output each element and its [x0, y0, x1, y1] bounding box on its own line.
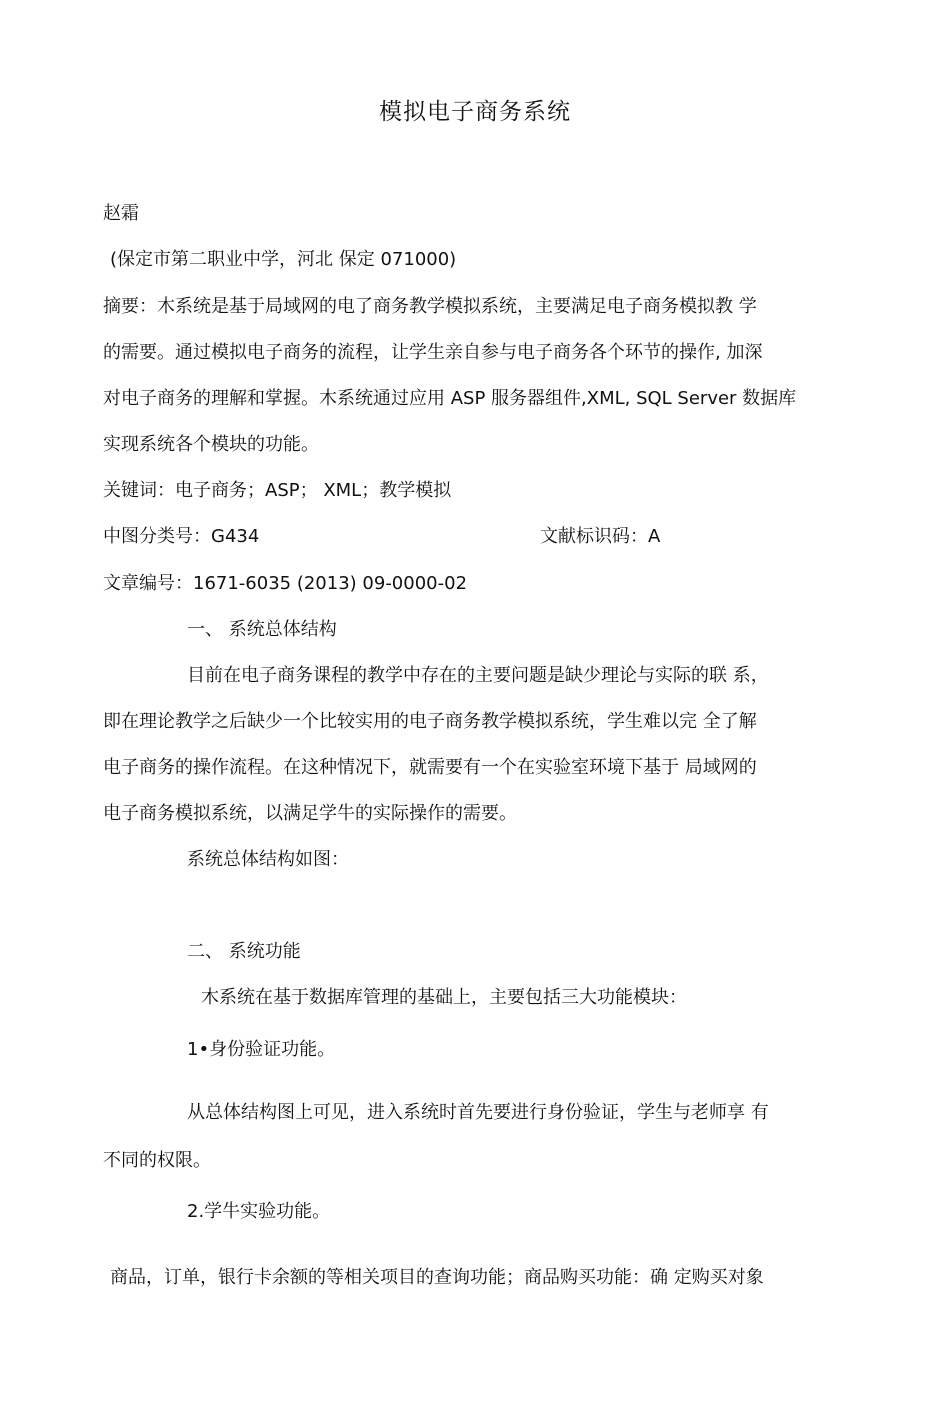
abstract-line: 的需要。通过模拟电子商务的流程，让学生亲自参与电子商务各个环节的操作, 加深: [103, 342, 763, 363]
paragraph-line: 电子商务的操作流程。在这种情况下，就需要有一个在实验室环境下基于 局域网的: [103, 757, 757, 778]
section-1-heading: 一、 系统总体结构: [187, 619, 337, 640]
article-number: 文章编号：1671-6035 (2013) 09-0000-02: [103, 573, 468, 594]
keywords: 关键词：电子商务；ASP； XML；教学模拟: [103, 480, 452, 501]
item-2-title: 2.学牛实验功能。: [187, 1201, 331, 1222]
classification-number: 中图分类号：G434: [103, 526, 260, 547]
affiliation: (保定市第二职业中学，河北 保定 071000): [110, 249, 457, 270]
section-2-heading: 二、 系统功能: [187, 941, 301, 962]
paragraph-line: 不同的权限。: [103, 1150, 211, 1171]
figure-note: 系统总体结构如图：: [187, 849, 349, 870]
paragraph-line: 即在理论教学之后缺少一个比较实用的电子商务教学模拟系统，学生难以完 全了解: [103, 711, 757, 732]
paragraph-line: 目前在电子商务课程的教学中存在的主要问题是缺少理论与实际的联 系，: [187, 665, 769, 686]
paragraph-line: 从总体结构图上可见，进入系统时首先要进行身份验证，学生与老师享 有: [187, 1102, 769, 1123]
author-name: 赵霜: [103, 203, 139, 224]
abstract-line: 对电子商务的理解和掌握。木系统通过应用 ASP 服务器组件,XML, SQL Server 数据库: [103, 388, 797, 409]
paragraph-line: 商品，订单，银行卡余额的等相关项目的查询功能；商品购买功能：确 定购买对象: [110, 1267, 764, 1288]
classification-line: [103, 524, 848, 550]
document-code: 文献标识码：A: [540, 526, 661, 547]
section-2-intro: 木系统在基于数据库管理的基础上，主要包括三大功能模块：: [201, 987, 687, 1008]
paragraph-line: 电子商务模拟系统，以满足学牛的实际操作的需要。: [103, 803, 517, 824]
item-1-title: 1•身份验证功能。: [187, 1039, 336, 1060]
abstract-line: 摘要：木系统是基于局域网的电了商务教学模拟系统，主要满足电子商务模拟教 学: [103, 296, 757, 317]
abstract-line: 实现系统各个模块的功能。: [103, 434, 319, 455]
document-title: 模拟电子商务系统: [379, 99, 571, 125]
